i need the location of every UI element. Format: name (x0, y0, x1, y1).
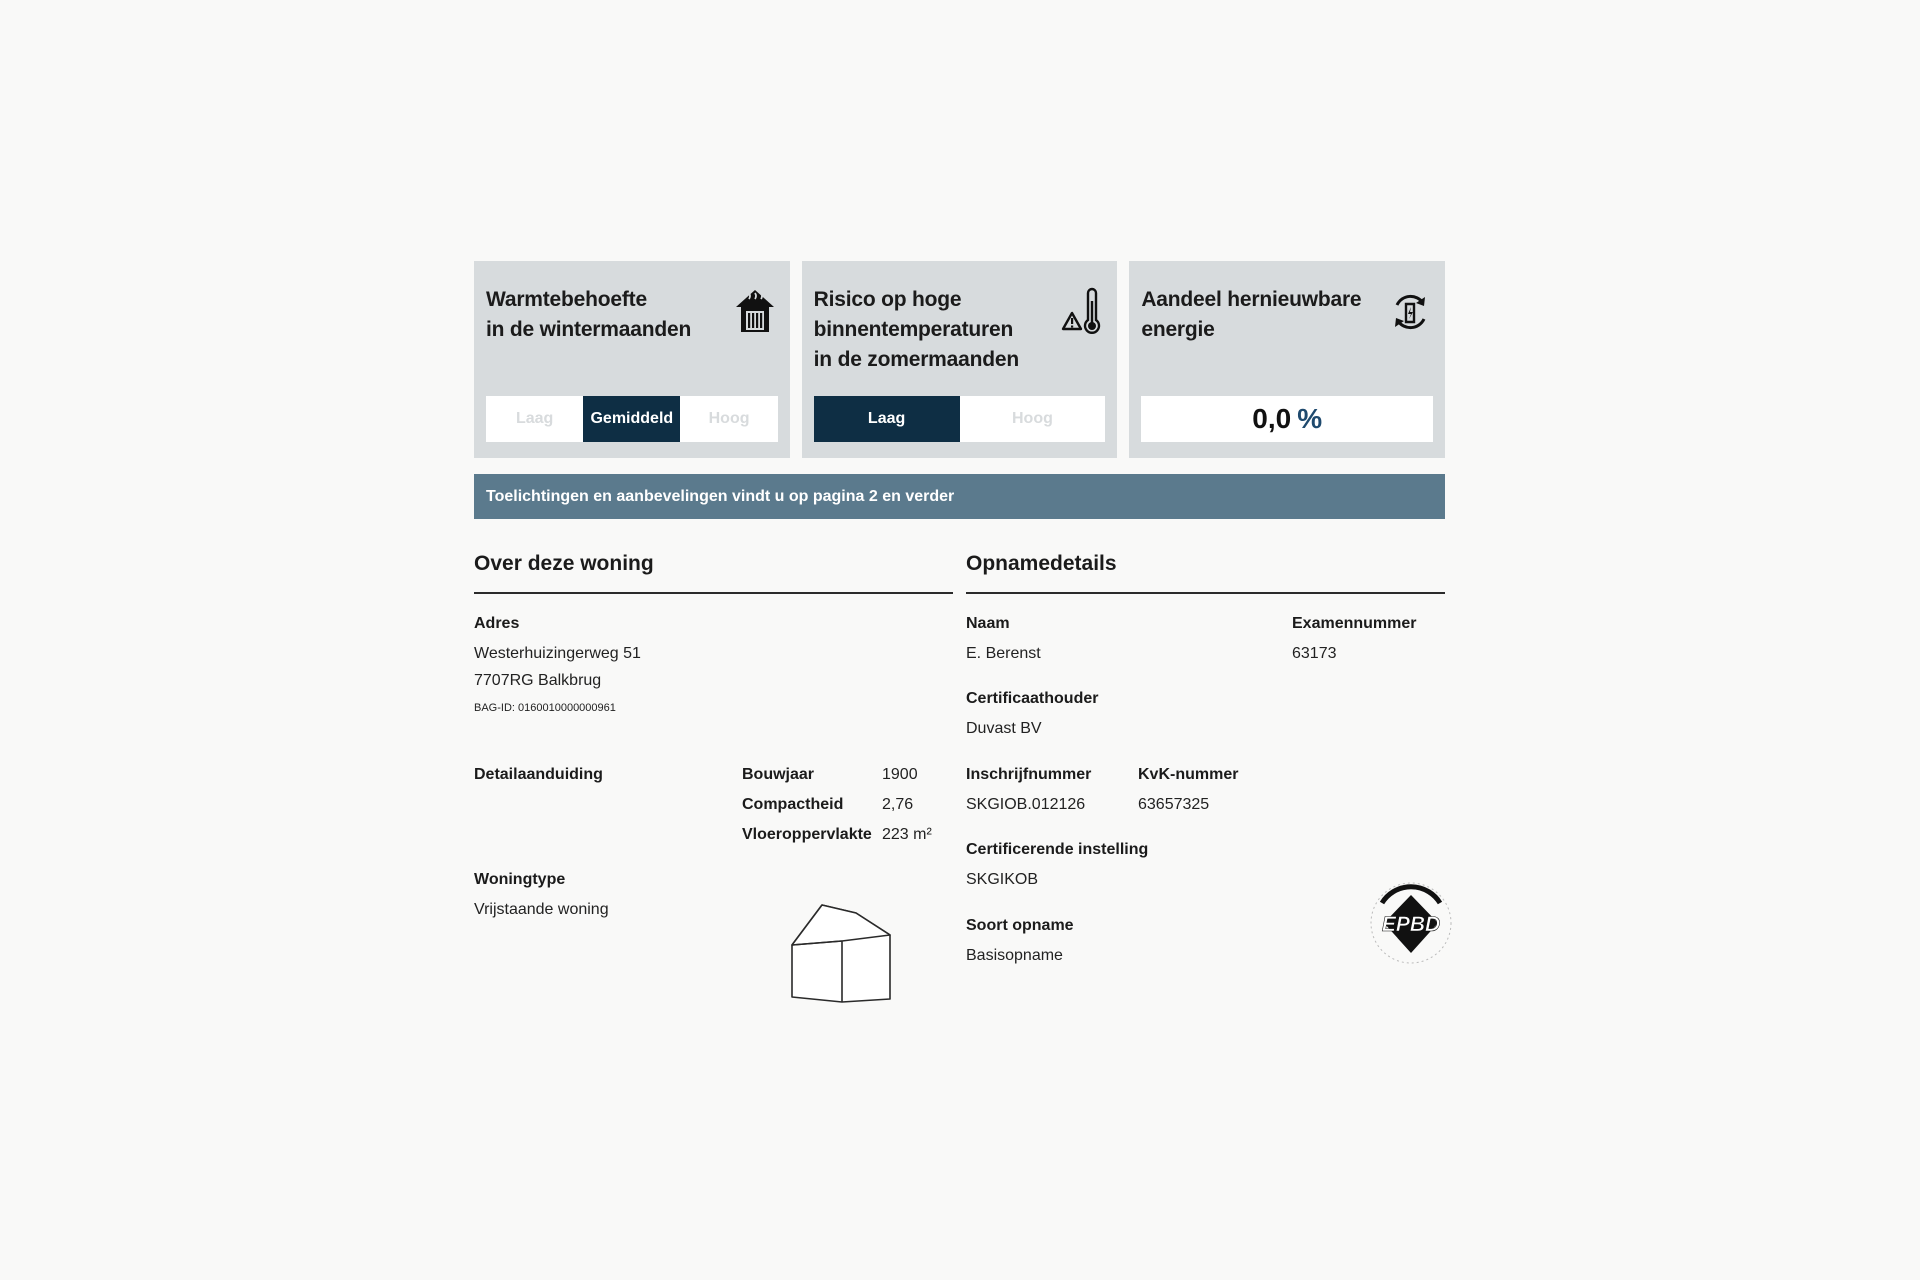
exam-number-value: 63173 (1292, 645, 1337, 662)
renewable-share-value (1141, 396, 1433, 442)
survey-type-label: Soort opname (966, 917, 1074, 934)
renewable-share-title: Aandeel hernieuwbare energie (1141, 288, 1362, 341)
floor-area-label: Vloeroppervlakte (742, 826, 872, 843)
compactness-value: 2,76 (882, 796, 914, 813)
renewable-share-unit: % (1297, 403, 1323, 434)
detached-house-icon (790, 901, 894, 1003)
thermometer-warning-icon (1061, 287, 1103, 337)
indicator-cards (474, 261, 1445, 458)
scale-average-selected: Gemiddeld (583, 396, 680, 442)
heat-demand-card (474, 261, 790, 458)
renewable-share-number: 0,0 (1252, 403, 1292, 434)
compactness-label: Compactheid (742, 796, 844, 813)
scale-low-selected: Laag (814, 396, 960, 442)
build-year-value: 1900 (882, 766, 918, 783)
epbd-logo (1368, 873, 1454, 969)
name-value: E. Berenst (966, 645, 1041, 662)
energy-label-page (474, 261, 1445, 1029)
certificate-holder-value: Duvast BV (966, 720, 1042, 737)
detail-label: Detailaanduiding (474, 766, 603, 783)
about-home-title: Over deze woning (474, 549, 953, 594)
house-heating-icon (734, 287, 776, 337)
epbd-logo-text: EPBD (1381, 913, 1441, 936)
survey-type-value: Basisopname (966, 947, 1063, 964)
heat-demand-scale (486, 396, 778, 442)
overheating-risk-title: Risico op hoge binnentemperaturen in de zomermaanden (813, 288, 1019, 371)
scale-low: Laag (486, 396, 583, 442)
exam-number-label: Examennummer (1292, 615, 1417, 632)
certificate-holder-label: Certificaathouder (966, 690, 1099, 707)
certifying-institution-value: SKGIKOB (966, 871, 1039, 888)
floor-area-value: 223 m² (882, 826, 932, 843)
details-columns (474, 549, 1445, 1029)
address-label: Adres (474, 615, 520, 632)
overheating-risk-card (802, 261, 1118, 458)
house-type-label: Woningtype (474, 871, 566, 888)
about-home-section (474, 549, 953, 918)
address-city: 7707RG Balkbrug (474, 672, 602, 689)
kvk-number-label: KvK-nummer (1138, 766, 1239, 783)
heat-demand-title: Warmtebehoefte in de wintermaanden (486, 288, 692, 341)
address-street: Westerhuizingerweg 51 (474, 645, 641, 662)
renewable-share-card (1129, 261, 1445, 458)
name-label: Naam (966, 615, 1010, 632)
survey-details-title: Opnamedetails (966, 549, 1445, 594)
registration-number-value: SKGIOB.012126 (966, 796, 1086, 813)
info-banner: Toelichtingen en aanbevelingen vindt u op pagina 2 en verder (474, 474, 1445, 519)
bag-id: BAG-ID: 0160010000000961 (474, 702, 616, 714)
survey-details-section (966, 549, 1445, 964)
scale-high: Hoog (960, 396, 1106, 442)
overheating-risk-scale (814, 396, 1106, 442)
certifying-institution-label: Certificerende instelling (966, 841, 1149, 858)
registration-number-label: Inschrijfnummer (966, 766, 1092, 783)
build-year-label: Bouwjaar (742, 766, 815, 783)
scale-high: Hoog (680, 396, 777, 442)
renewable-cycle-icon (1389, 287, 1431, 337)
house-type-value: Vrijstaande woning (474, 901, 609, 918)
kvk-number-value: 63657325 (1138, 796, 1210, 813)
